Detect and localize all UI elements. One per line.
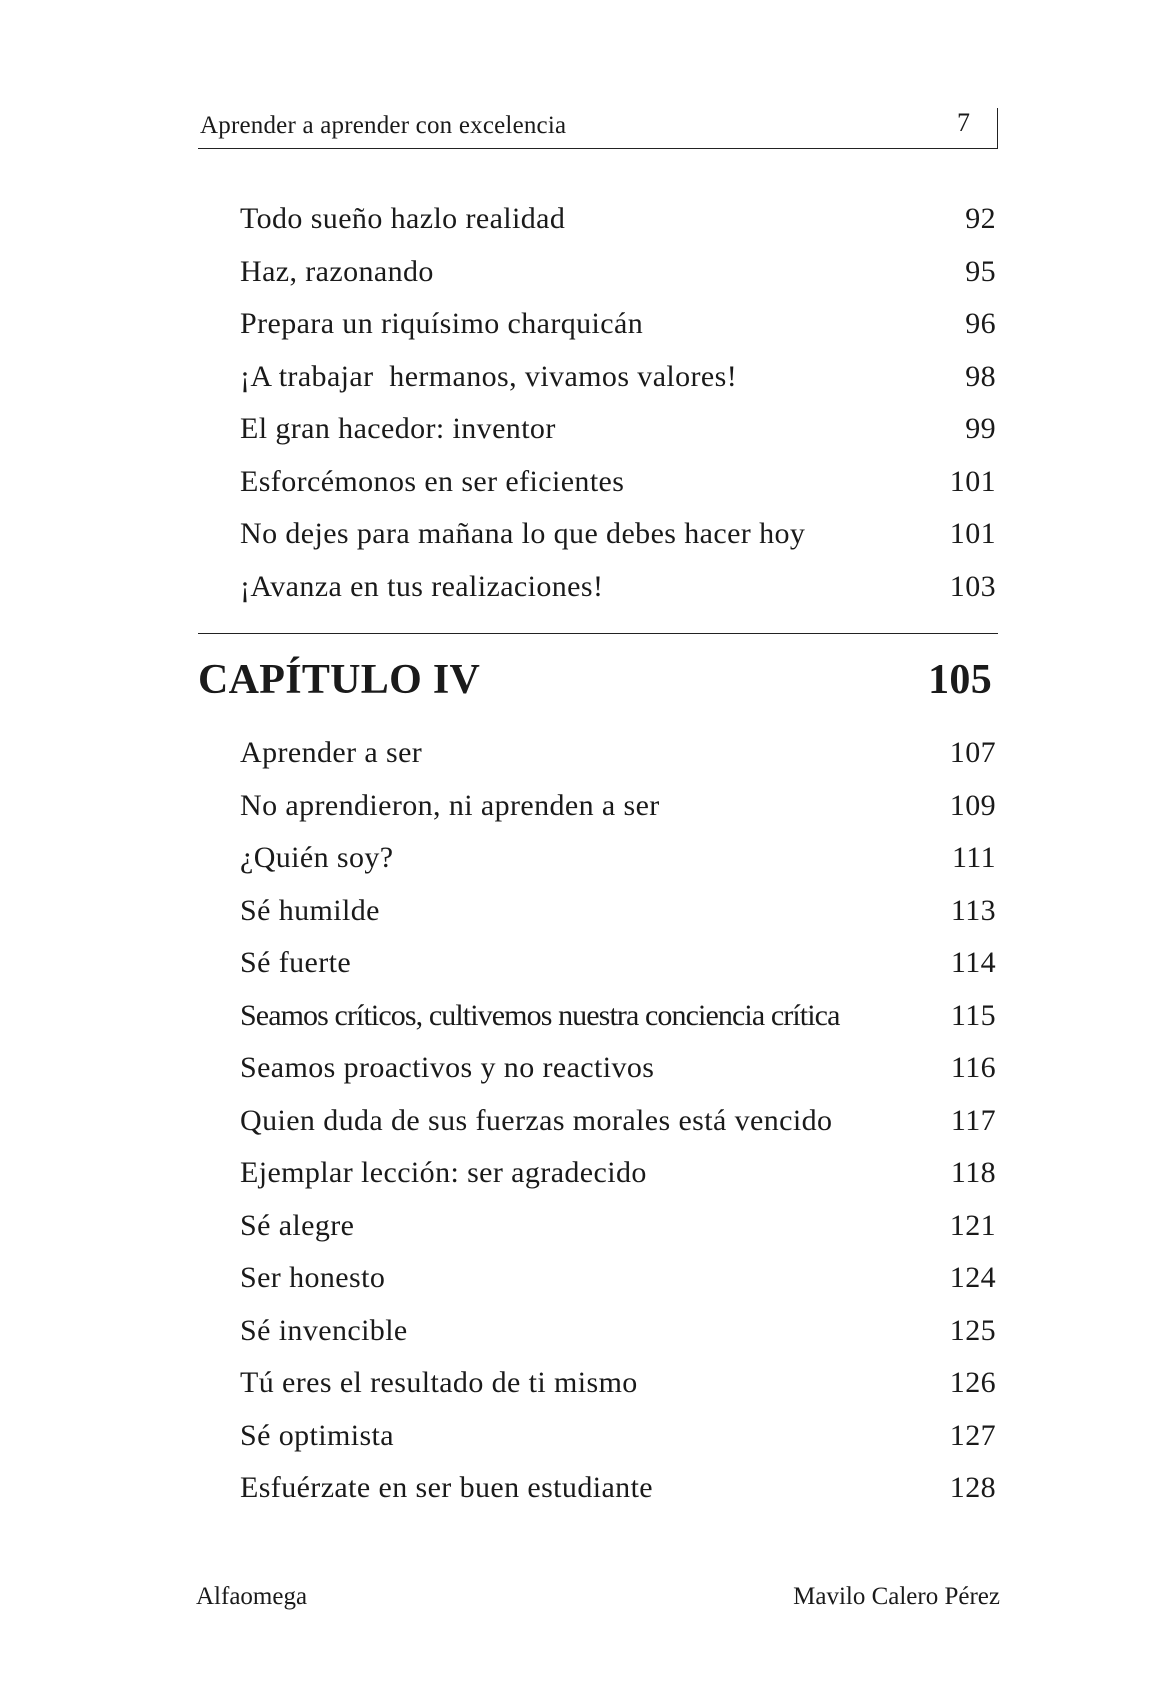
chapter-heading[interactable] [198,656,996,712]
toc-entry-page: 125 [949,1313,996,1347]
toc-entry[interactable] [240,1366,998,1419]
toc-entry[interactable] [240,1471,998,1524]
toc-entry[interactable] [240,202,998,255]
toc-entry[interactable] [240,1314,998,1367]
section-divider [198,633,998,634]
toc-entry[interactable] [240,894,998,947]
toc-entry-title: Haz, razonando [240,254,434,288]
toc-entry-title: Esfuérzate en ser buen estudiante [240,1471,654,1504]
toc-entry-title: Sé optimista [240,1418,394,1452]
toc-entry-page: 99 [965,412,996,445]
toc-entry[interactable] [240,255,998,308]
toc-entry-title: Ejemplar lección: ser agradecido [240,1156,647,1189]
toc-entry-page: 113 [950,893,996,927]
toc-entry-title: El gran hacedor: inventor [240,412,556,445]
toc-entry[interactable] [240,570,998,623]
toc-entry[interactable] [240,465,998,518]
toc-entry-title: Seamos críticos, cultivemos nuestra conciencia crítica [240,998,840,1032]
page-number: 7 [957,108,970,137]
toc-entry-title: Tú eres el resultado de ti mismo [240,1366,638,1399]
toc-entry-page: 98 [965,359,996,393]
toc-list-previous-chapter [240,202,998,622]
toc-entry-title: Sé humilde [240,893,380,927]
toc-entry-title: Aprender a ser [240,736,423,769]
toc-entry-title: Ser honesto [240,1261,386,1294]
toc-entry-page: 111 [952,841,996,874]
toc-entry-page: 103 [949,569,996,603]
author-name: Mavilo Calero Pérez [793,1583,1000,1610]
toc-entry-title: ¡Avanza en tus realizaciones! [240,569,604,603]
toc-entry-page: 128 [949,1471,996,1504]
toc-entry-page: 126 [949,1366,996,1399]
toc-entry-title: ¡A trabajar hermanos, vivamos valores! [240,359,738,393]
toc-entry[interactable] [240,1261,998,1314]
toc-entry-title: ¿Quién soy? [240,841,394,874]
toc-entry[interactable] [240,1419,998,1472]
toc-entry-page: 117 [950,1103,996,1137]
header-vertical-rule [997,108,999,148]
toc-entry[interactable] [240,412,998,465]
toc-entry-page: 115 [950,998,996,1032]
toc-entry-page: 95 [965,254,996,288]
chapter-title: CAPÍTULO IV [198,657,481,703]
toc-entry-page: 92 [965,202,996,235]
toc-entry-title: Sé fuerte [240,946,352,979]
toc-entry-title: Seamos proactivos y no reactivos [240,1051,655,1084]
toc-entry-page: 127 [949,1418,996,1452]
publisher-name: Alfaomega [196,1583,308,1610]
chapter-page: 105 [928,657,992,703]
toc-entry-title: Prepara un riquísimo charquicán [240,307,644,340]
toc-entry-title: Todo sueño hazlo realidad [240,202,566,235]
toc-entry-page: 121 [949,1208,996,1242]
toc-entry-title: Quien duda de sus fuerzas morales está vencido [240,1103,833,1137]
toc-entry-page: 116 [950,1051,996,1084]
toc-entry[interactable] [240,517,998,570]
toc-entry[interactable] [240,1156,998,1209]
toc-entry-page: 96 [965,307,996,340]
toc-entry-title: No dejes para mañana lo que debes hacer hoy [240,517,806,550]
toc-entry-page: 107 [949,736,996,769]
toc-entry-page: 109 [949,788,996,822]
toc-entry-title: Sé invencible [240,1313,408,1347]
toc-list-chapter-iv [240,736,998,1524]
book-title: Aprender a aprender con excelencia [200,112,567,139]
toc-entry-title: Sé alegre [240,1208,355,1242]
toc-entry[interactable] [240,841,998,894]
toc-entry-page: 101 [949,464,996,498]
toc-entry-page: 124 [949,1261,996,1294]
toc-entry[interactable] [240,1051,998,1104]
toc-entry[interactable] [240,946,998,999]
toc-entry-title: No aprendieron, ni aprenden a ser [240,788,660,822]
toc-entry[interactable] [240,307,998,360]
toc-entry-page: 114 [950,946,996,979]
toc-entry[interactable] [240,1209,998,1262]
toc-entry-page: 118 [950,1156,996,1189]
toc-entry[interactable] [240,1104,998,1157]
toc-entry[interactable] [240,736,998,789]
toc-entry-page: 101 [949,517,996,550]
toc-entry[interactable] [240,789,998,842]
running-header [198,104,998,149]
toc-entry[interactable] [240,999,998,1052]
toc-entry-title: Esforcémonos en ser eficientes [240,464,625,498]
toc-entry[interactable] [240,360,998,413]
